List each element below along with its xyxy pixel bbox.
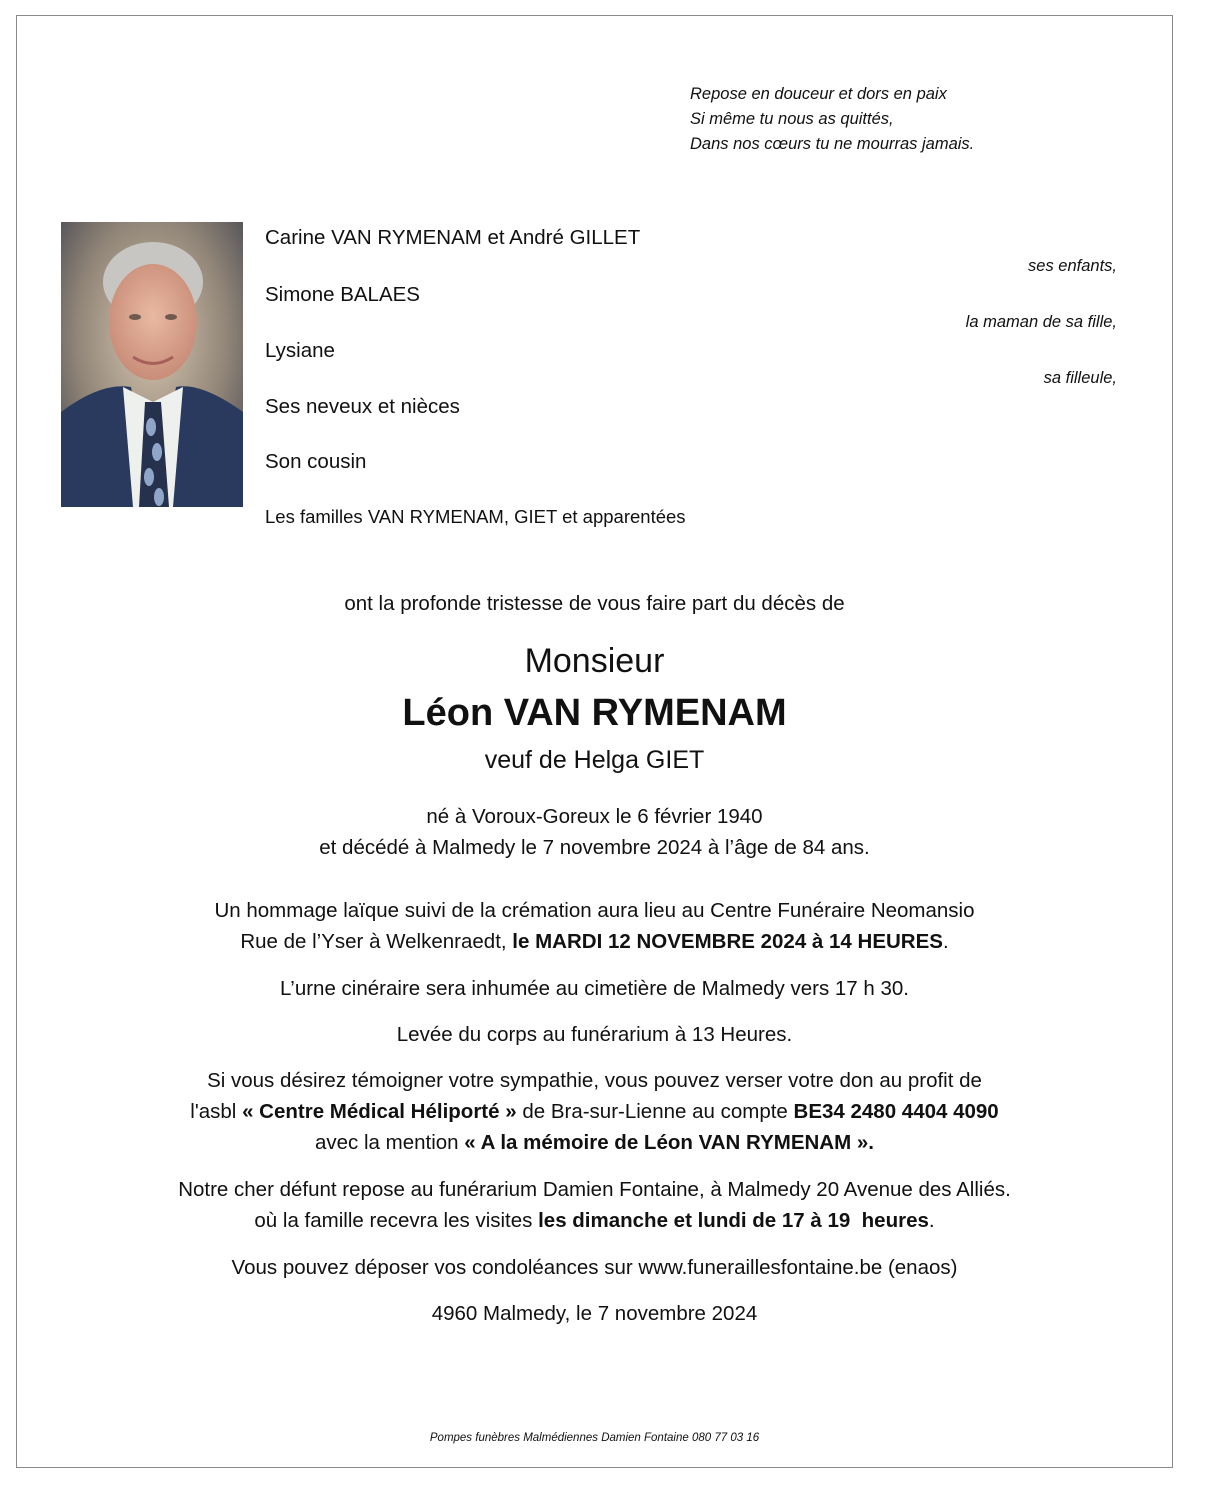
- donation-text: avec la mention: [315, 1131, 465, 1154]
- announcement: ont la profonde tristesse de vous faire part du décès de: [344, 592, 845, 615]
- visitation-line-2: [16, 1209, 1173, 1233]
- portrait-photo: [61, 222, 243, 507]
- widow-of: veuf de Helga GIET: [484, 746, 705, 774]
- mourner-relation: ses enfants,: [1028, 257, 1117, 275]
- ceremony-location: Rue de l’Yser à Welkenraedt,: [240, 930, 513, 953]
- condolences-info: Vous pouvez déposer vos condoléances sur www.funeraillesfontaine.be (enaos): [231, 1256, 958, 1279]
- mourner-relation: sa filleule,: [1043, 369, 1117, 387]
- ceremony-datetime: le MARDI 12 NOVEMBRE 2024 à 14 HEURES: [512, 930, 943, 953]
- bank-account: BE34 2480 4404 4090: [793, 1100, 999, 1123]
- deceased-title: Monsieur: [524, 642, 665, 680]
- mourner-name: Simone BALAES: [265, 283, 420, 306]
- charity-name: « Centre Médical Héliporté »: [242, 1100, 517, 1123]
- mourner-name: Lysiane: [265, 339, 335, 362]
- visitation-line-1: Notre cher défunt repose au funérarium Damien Fontaine, à Malmedy 20 Avenue des Alliés.: [178, 1178, 1011, 1201]
- death-info: et décédé à Malmedy le 7 novembre 2024 à l’âge de 84 ans.: [319, 836, 870, 859]
- mourner-name: Son cousin: [265, 450, 367, 473]
- visitation-hours: les dimanche et lundi de 17 à 19 heures: [538, 1209, 929, 1232]
- mourner-relation: la maman de sa fille,: [965, 313, 1117, 331]
- deceased-name: Léon VAN RYMENAM: [402, 692, 787, 734]
- ceremony-line-1: Un hommage laïque suivi de la crémation aura lieu au Centre Funéraire Neomansio: [214, 899, 975, 922]
- poem-line: Si même tu nous as quittés,: [690, 110, 894, 128]
- portrait-icon: [61, 222, 243, 507]
- visitation-period: .: [928, 1209, 935, 1232]
- mourner-name: Carine VAN RYMENAM et André GILLET: [265, 226, 641, 249]
- funeral-home-footer: Pompes funèbres Malmédiennes Damien Fontaine 080 77 03 16: [429, 1432, 760, 1444]
- mourner-name: Ses neveux et nièces: [265, 395, 460, 418]
- donation-line-1: Si vous désirez témoigner votre sympathie, vous pouvez verser votre don au profit de: [207, 1069, 982, 1092]
- place-date: 4960 Malmedy, le 7 novembre 2024: [431, 1302, 758, 1325]
- visitation-text: où la famille recevra les visites: [254, 1209, 539, 1232]
- donation-mention: « A la mémoire de Léon VAN RYMENAM ».: [464, 1131, 874, 1154]
- donation-text: de Bra-sur-Lienne au compte: [516, 1100, 794, 1123]
- poem-line: Dans nos cœurs tu ne mourras jamais.: [690, 135, 975, 153]
- birth-info: né à Voroux-Goreux le 6 février 1940: [426, 805, 763, 828]
- urn-info: L’urne cinéraire sera inhumée au cimetière de Malmedy vers 17 h 30.: [280, 977, 909, 1000]
- poem-line: Repose en douceur et dors en paix: [690, 85, 947, 103]
- donation-line-3: [16, 1131, 1173, 1155]
- ceremony-line-2: [16, 930, 1173, 954]
- poem: [690, 82, 974, 157]
- donation-line-2: [16, 1100, 1173, 1124]
- ceremony-period: .: [942, 930, 949, 953]
- levee-info: Levée du corps au funérarium à 13 Heures.: [396, 1023, 793, 1046]
- mourner-name: Les familles VAN RYMENAM, GIET et apparentées: [265, 506, 686, 527]
- donation-text: l'asbl: [190, 1100, 243, 1123]
